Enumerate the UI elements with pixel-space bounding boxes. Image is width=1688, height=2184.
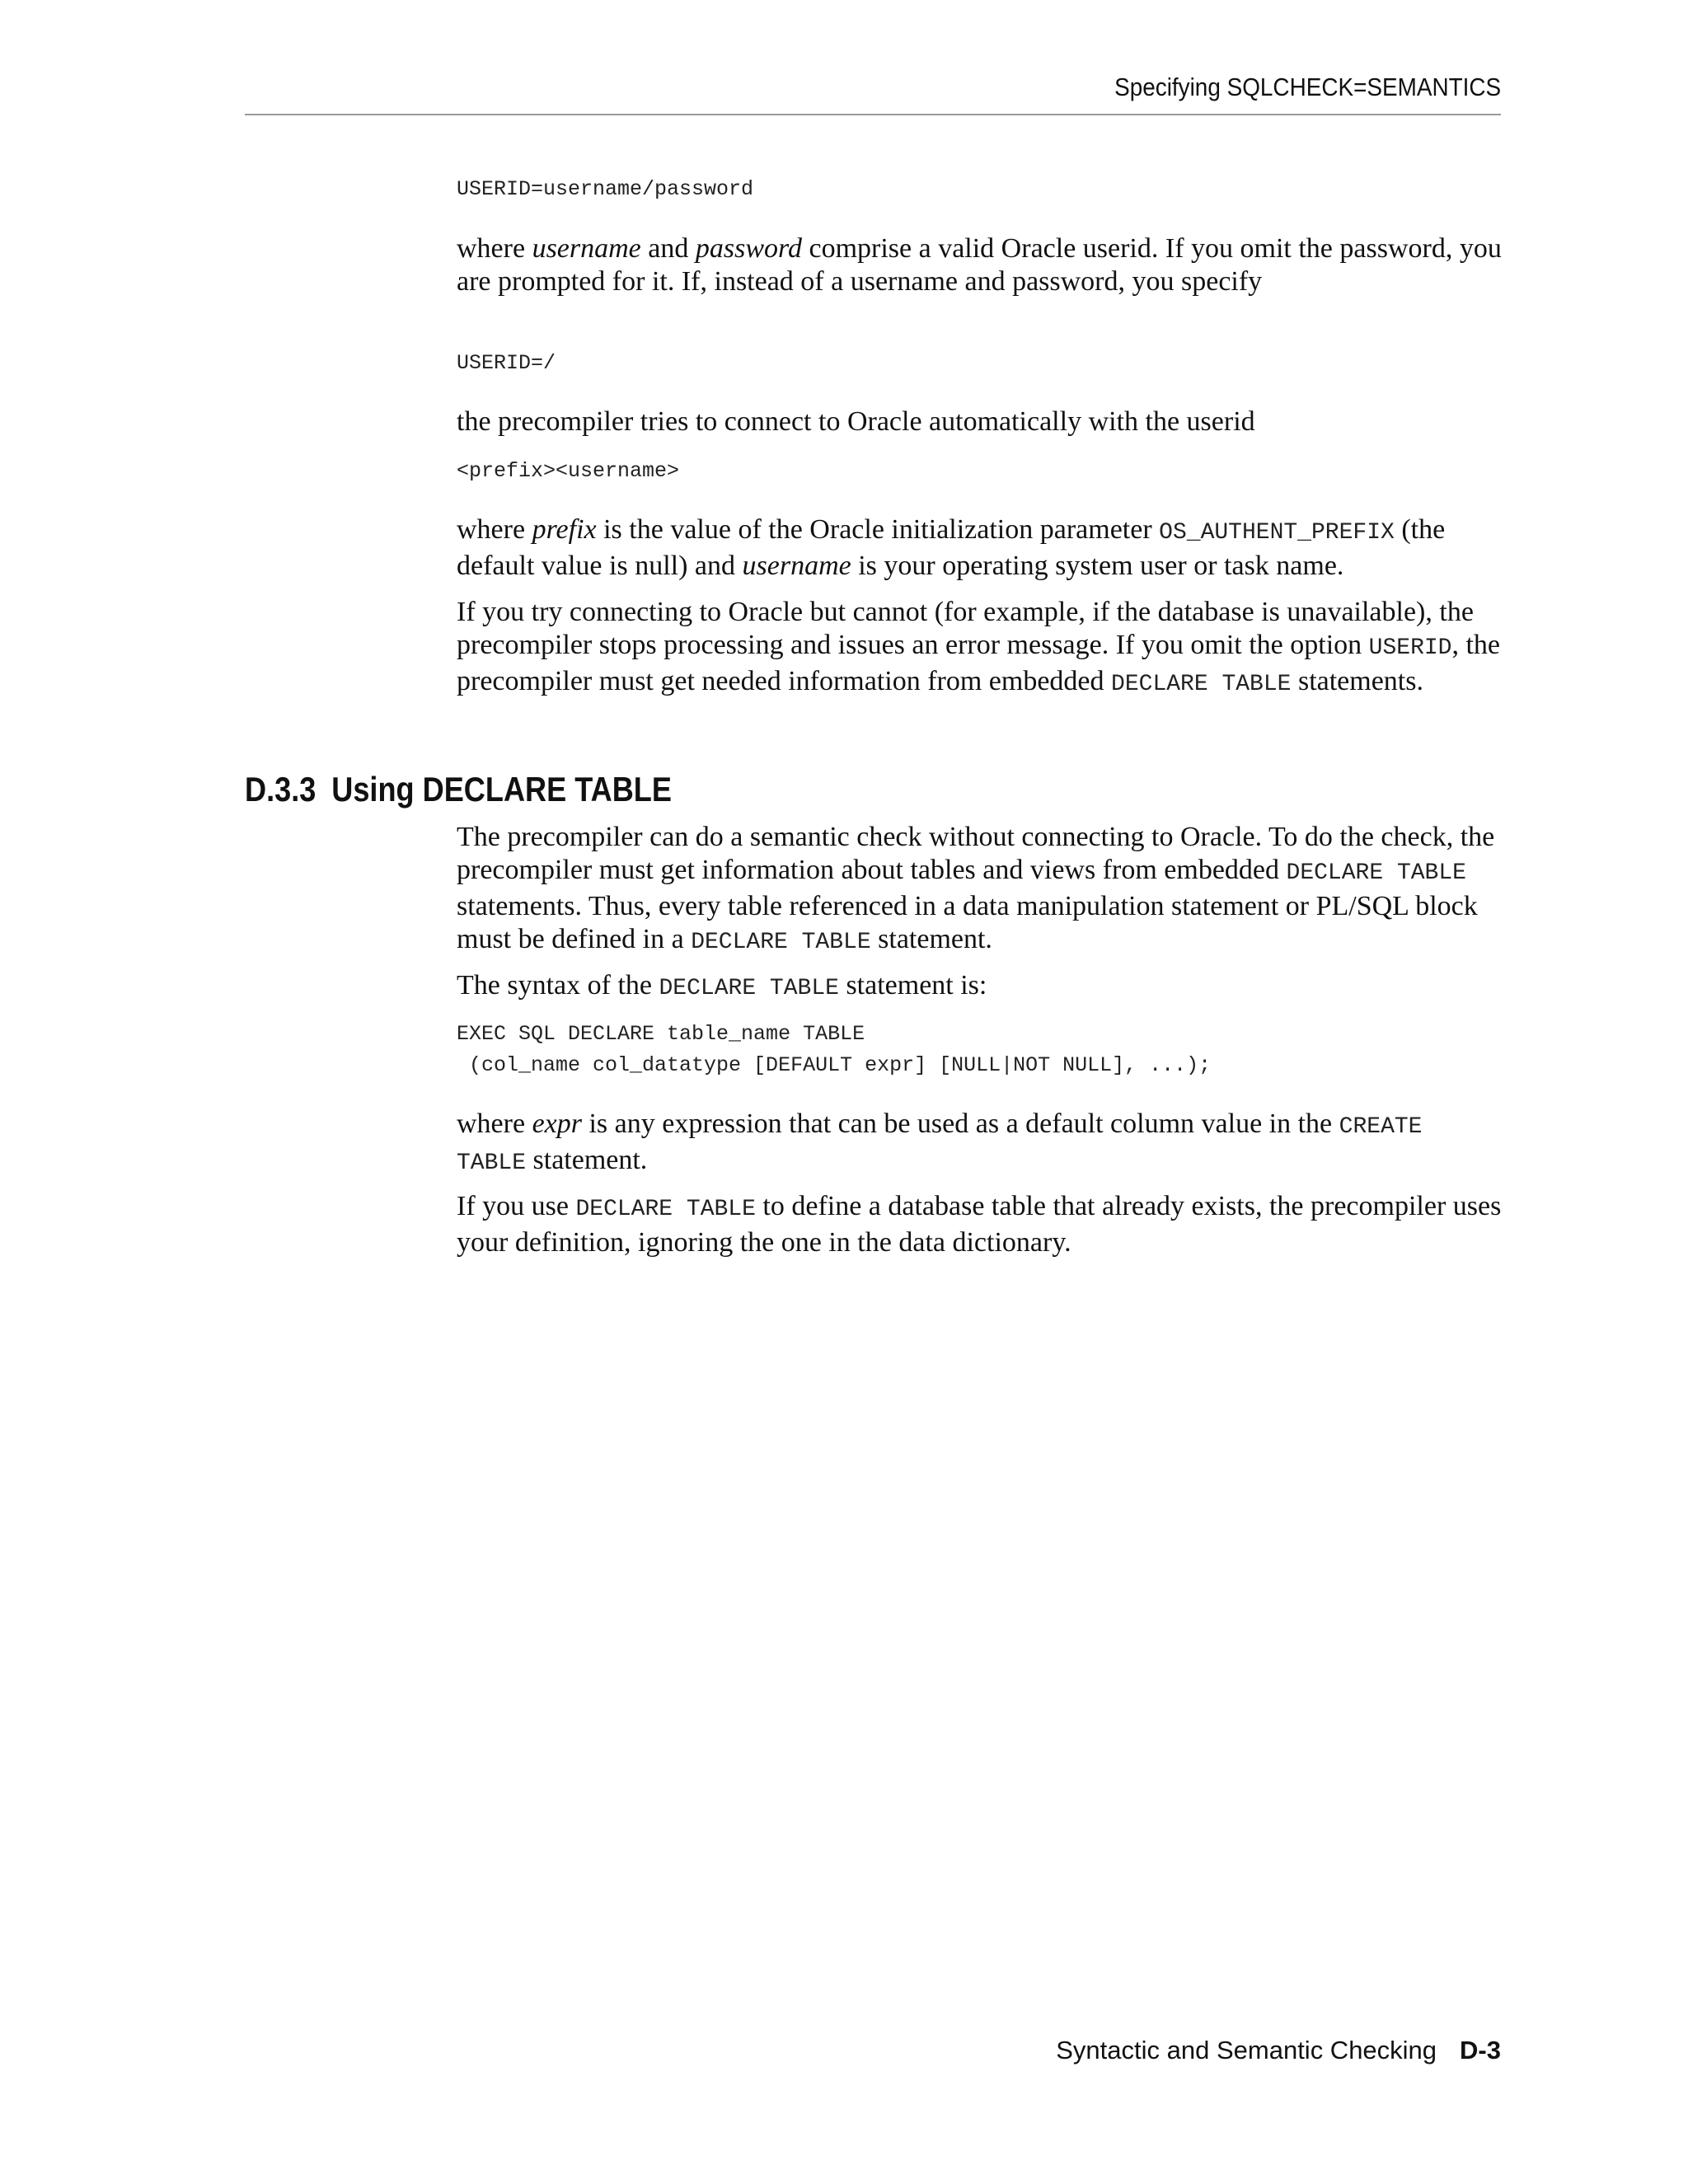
- code-userid-slash: USERID=/: [457, 351, 556, 375]
- paragraph-syntax-intro: The syntax of the DECLARE TABLE statement is:: [457, 970, 987, 1001]
- code-declare-table-syntax: EXEC SQL DECLARE table_name TABLE (col_name col_datatype [DEFAULT expr] [NULL|NOT NULL], ...);: [457, 1022, 1212, 1077]
- paragraph-auto-connect: the precompiler tries to connect to Oracle automatically with the userid: [457, 406, 1255, 437]
- section-heading: [245, 770, 672, 809]
- paragraph-expr-description: where expr is any expression that can be used as a default column value in the CREATE TABLE statement.: [457, 1108, 1423, 1176]
- section-title: Using DECLARE TABLE: [331, 770, 672, 808]
- paragraph-prefix-description: where prefix is the value of the Oracle initialization parameter OS_AUTHENT_PREFIX (the default value is null) and username is your operating system user or task name.: [457, 514, 1446, 581]
- running-header: Specifying SQLCHECK=SEMANTICS: [1114, 73, 1501, 101]
- paragraph-semantic-check: The precompiler can do a semantic check without connecting to Oracle. To do the check, the precompiler must get information about tables and views from embedded DECLARE TABLE statements. Thus, every table referenced in a data manipulation statement or PL/SQL block must be defined in a DECLARE TABLE statement.: [457, 822, 1495, 955]
- paragraph-userid-description: where username and password comprise a valid Oracle userid. If you omit the password, you are prompted for it. If, instead of a username and password, you specify: [457, 233, 1502, 297]
- code-prefix-username: <prefix><username>: [457, 459, 680, 483]
- footer-chapter: Syntactic and Semantic Checking: [1056, 2036, 1437, 2064]
- page-footer: [1056, 2036, 1501, 2065]
- header-rule: [245, 114, 1501, 115]
- paragraph-existing-table: If you use DECLARE TABLE to define a database table that already exists, the precompiler uses your definition, ignoring the one in the data dictionary.: [457, 1191, 1502, 1258]
- code-userid-example: USERID=username/password: [457, 177, 754, 201]
- page-number: D-3: [1460, 2036, 1501, 2064]
- section-number: D.3.3: [245, 770, 316, 808]
- paragraph-connection-failure: If you try connecting to Oracle but cannot (for example, if the database is unavailable), the precompiler stops processing and issues an error message. If you omit the option USERID, the precompiler must get needed information from embedded DECLARE TABLE statements.: [457, 597, 1501, 697]
